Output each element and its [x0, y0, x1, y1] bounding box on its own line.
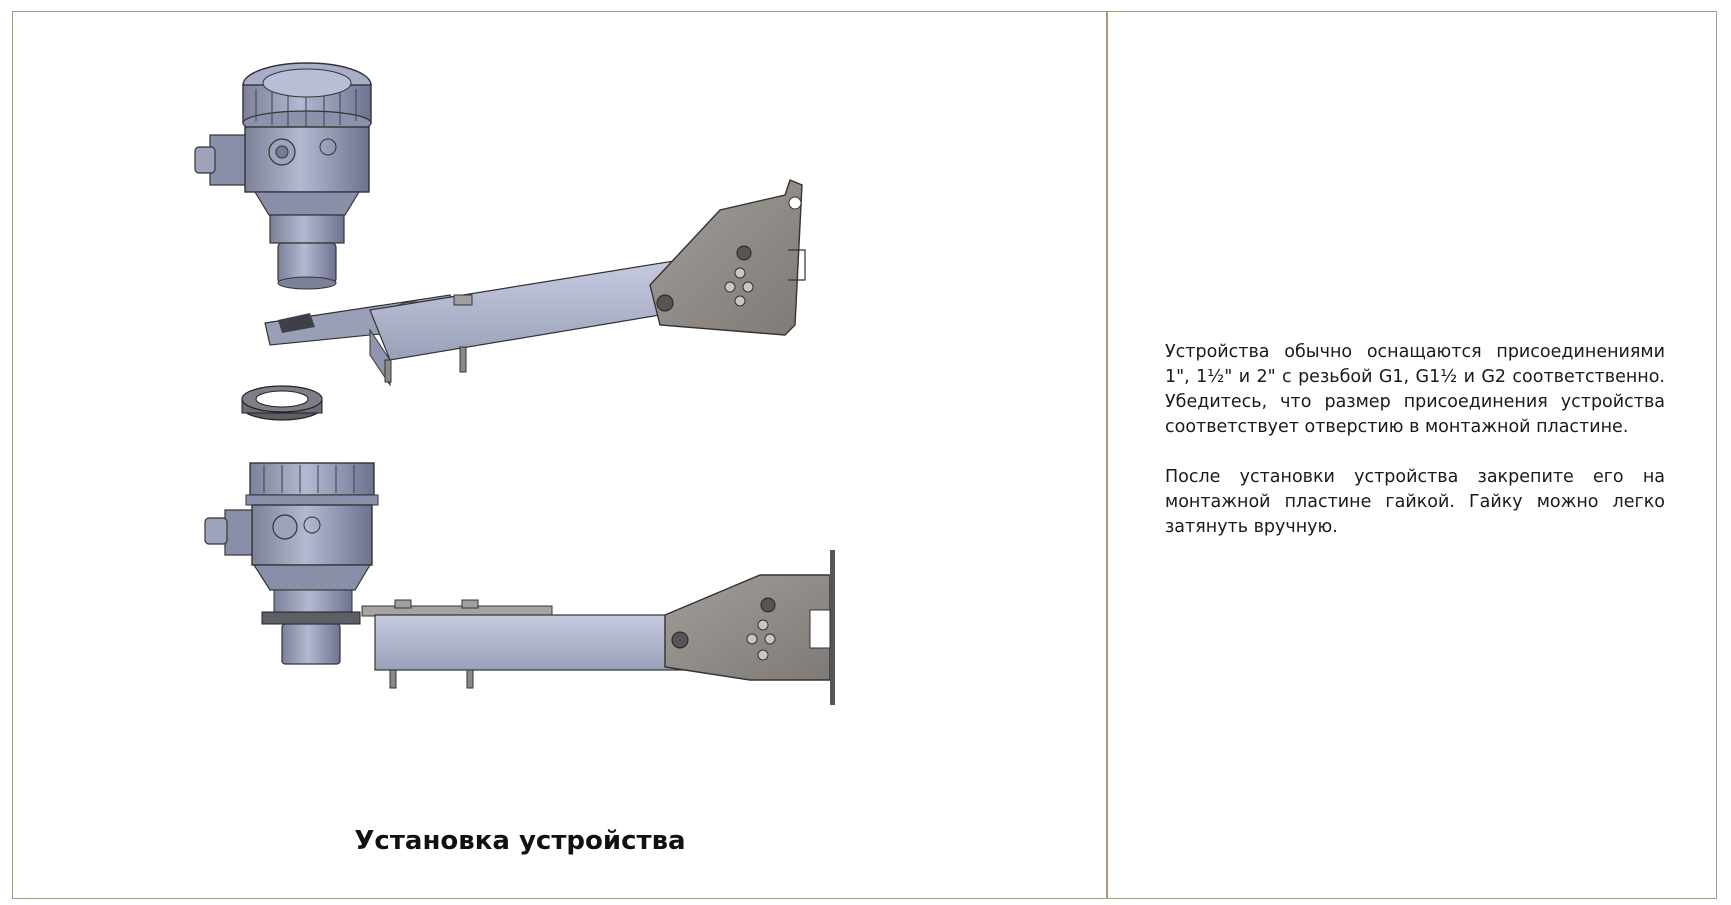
top-lock-nut [242, 386, 322, 420]
description-paragraph-2: После установки устройства закрепите его на монтажной пластине гайкой. Гайку можно легко затянуть вручную. [1165, 467, 1665, 537]
bottom-sensor-device [205, 463, 378, 664]
figure-caption: Установка устройства [354, 826, 686, 856]
description-column [1165, 340, 1665, 565]
description-paragraph-1: Устройства обычно оснащаются присоединениями 1", 1½" и 2" с резьбой G1, G1½ и G2 соответственно. Убедитесь, что размер присоединения устройства соответствует отверстию в монтажной пластине. [1165, 342, 1665, 437]
column-divider [1106, 12, 1108, 898]
device-installation-illustration [190, 55, 950, 785]
top-sensor-device [195, 63, 371, 289]
bottom-mounting-bracket [362, 550, 835, 705]
